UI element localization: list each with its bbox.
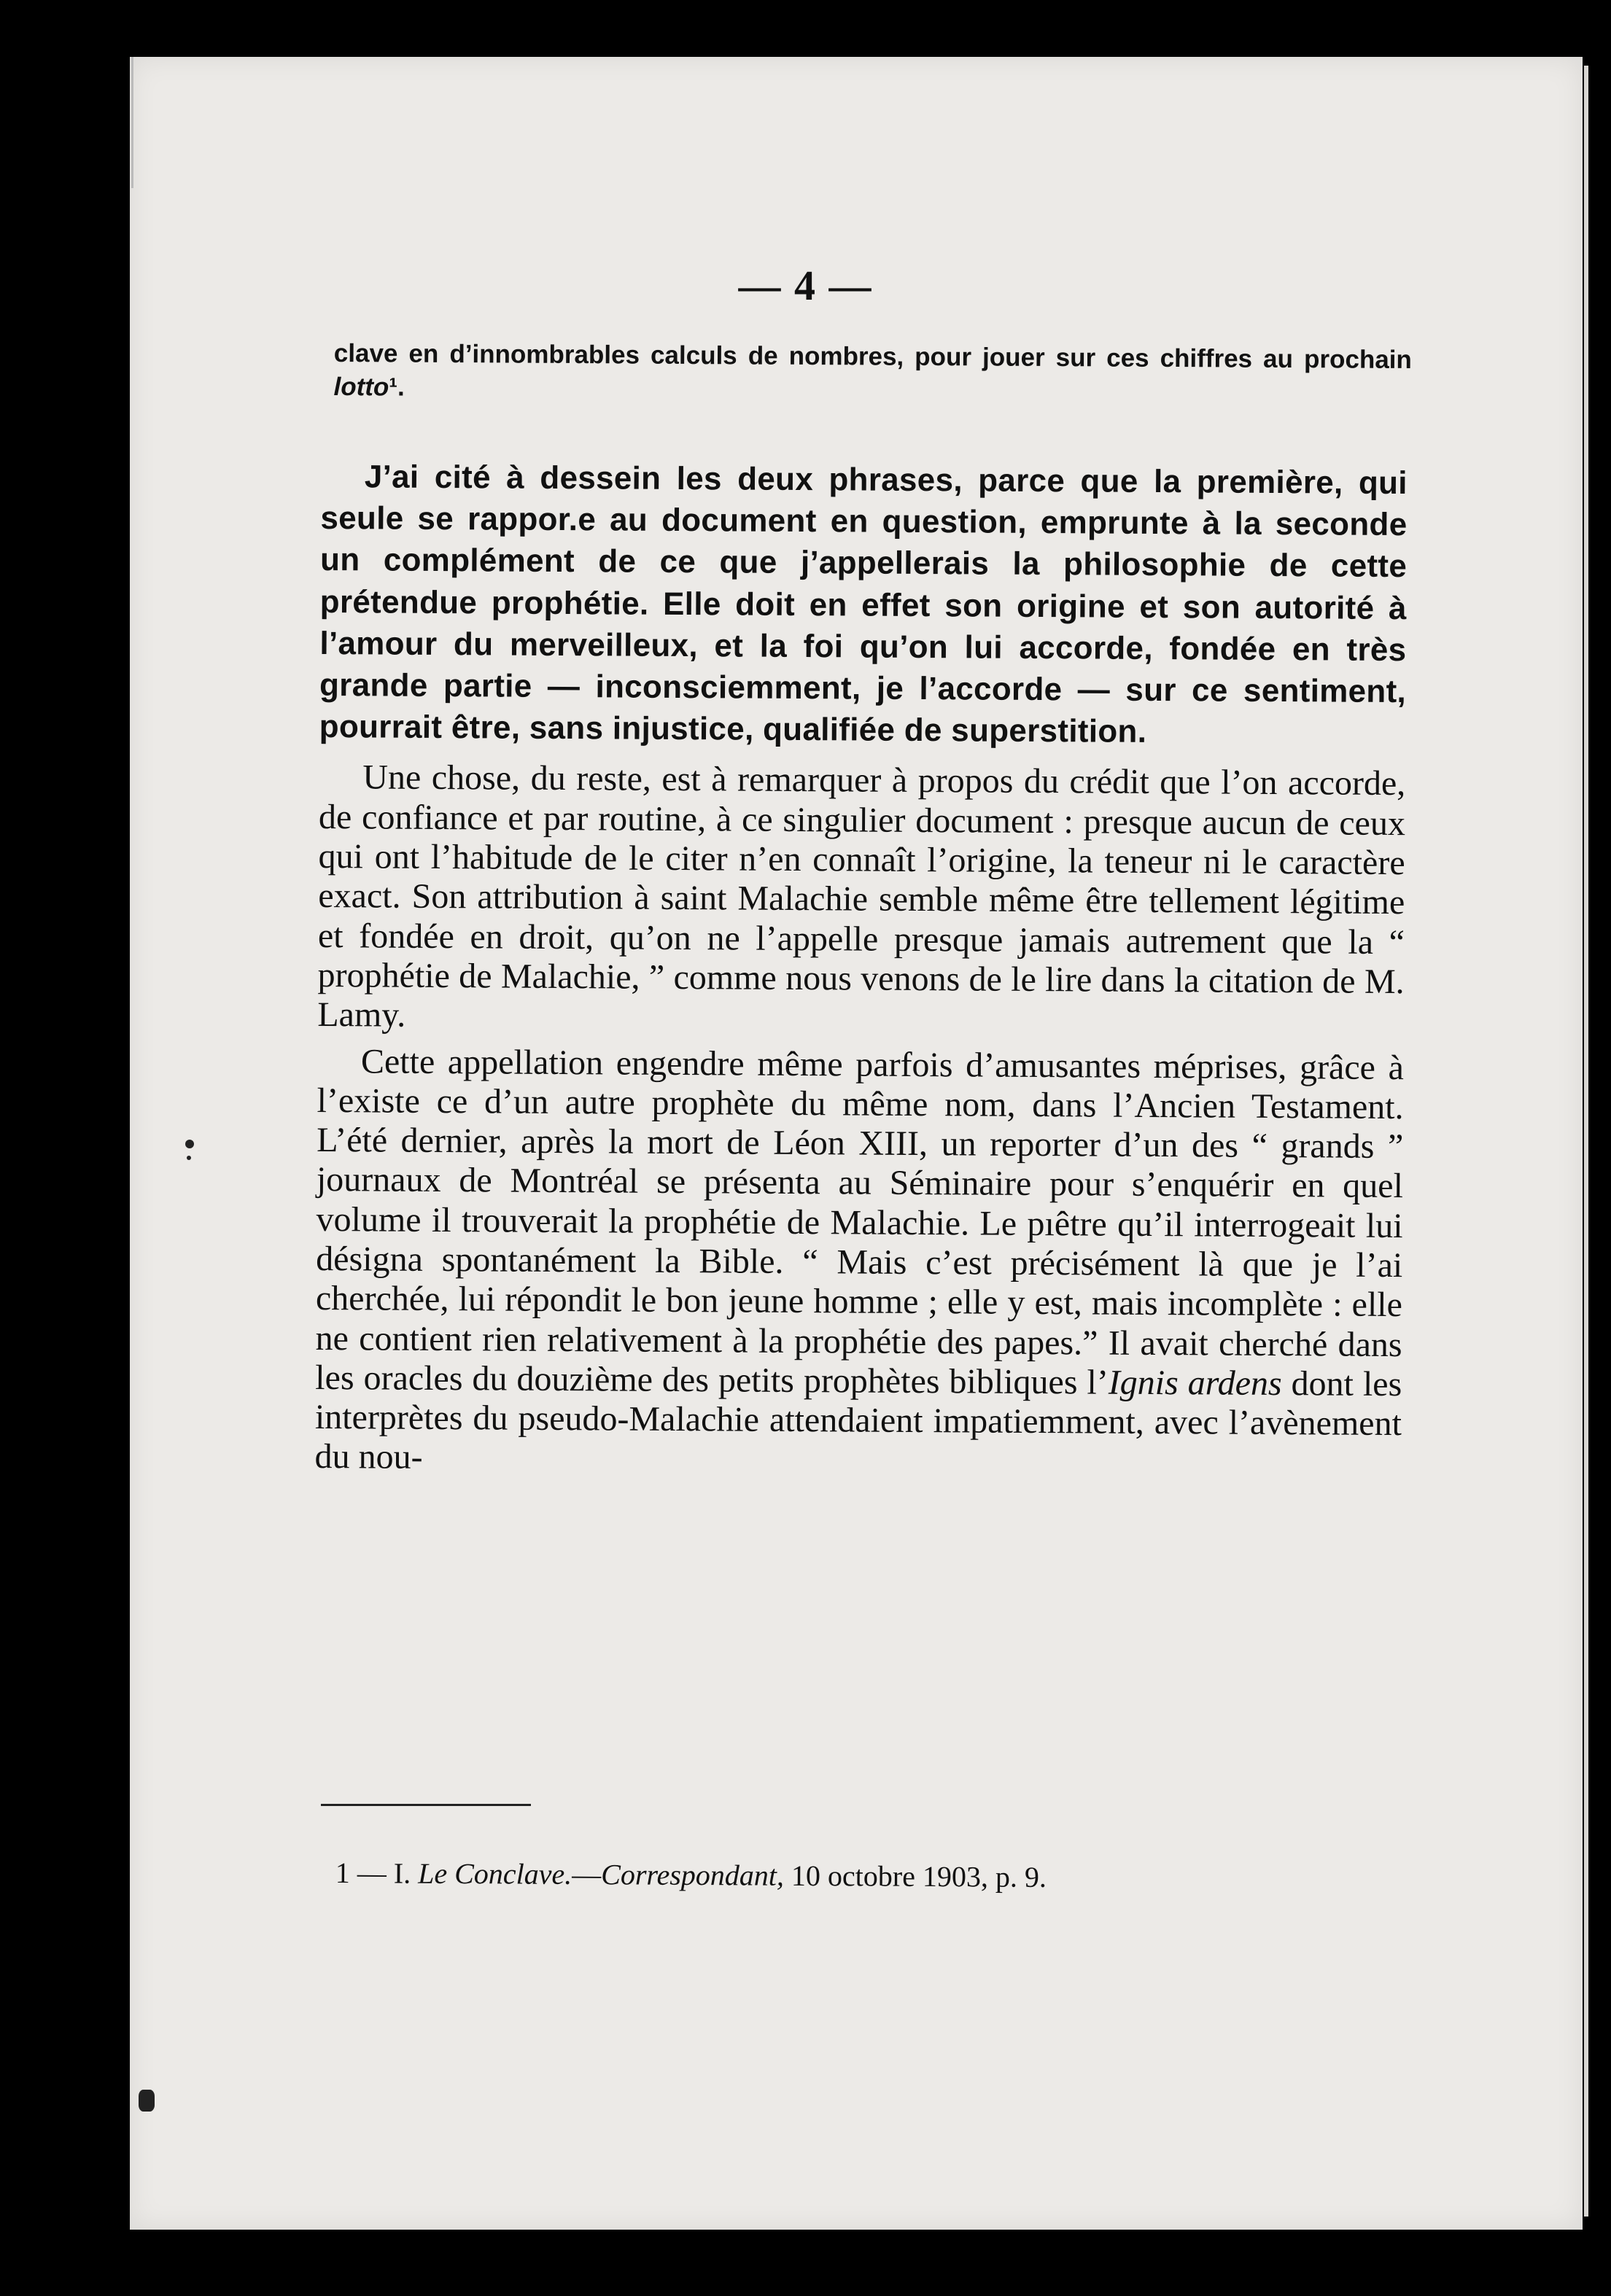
paragraph-2: Une chose, du reste, est à remarquer à propos du crédit que l’on accorde, de confiance et par routine, à ce singulier document : presque aucun de ceux qui ont l’habitude de le citer n’en connaît l’origine, la teneur ni le caractère exact. Son attribution à saint Malachie semble même être tellement légitime et fondée en droit, qu’on ne l’appelle presque jamais autrement que la “ prophétie de Malachie, ” comme nous venons de le lire dans la citation de M. Lamy. xyxy=(317,758,1406,1035)
ink-speck xyxy=(187,1156,191,1160)
carry-over-line2-pre: prochain xyxy=(1303,345,1412,375)
paragraph-1: J’ai cité à dessein les deux phrases, parce que la première, qui seule se rappor.e au document en question, emprunte à la seconde un complément de ce que j’appellerais la philosophie de cette prétendue prophétie. Elle doit en effet son origine et son autorité à l’amour du merveilleux, et la foi qu’on lui accorde, fondée en très grande partie — inconsciemment, je l’accorde — sur ce sentiment, pourrait être, sans injustice, qualifiée de superstition. xyxy=(319,459,1408,750)
paragraph-3-italic: Ignis ardens xyxy=(1108,1363,1282,1403)
page-margin-line xyxy=(131,57,133,188)
carry-over-italic: lotto xyxy=(333,372,389,402)
page-number: — 4 — xyxy=(738,262,873,309)
body-text xyxy=(314,456,1408,1490)
carry-over-footnote-ref: ¹. xyxy=(389,373,405,402)
paragraph-3-tail: dont les interprètes du pseudo-Malachie attendaient impatiemment, avec l’avènement du nou- xyxy=(314,1363,1402,1477)
paragraph-3-text: Cette appellation engendre même parfois d’amusantes méprises, grâce à l’existe ce d’un autre prophète du même nom, dans l’Ancien Testament. L’été dernier, après la mort de Léon XIII, un reporter d’un des “ grands ” journaux de Montréal se présenta au Séminaire pour s’enquérir en quel volume il trouverait la prophétie de Malachie. Le pıêtre qu’il interrogeait lui désigna spontanément la Bible. “ Mais c’est précisément là que je l’ai cherchée, lui répondit le bon jeune homme ; elle y est, mais incomplète : elle ne contient rien relativement à la prophétie des papes.” Il avait cherché dans les oracles du douzième des petits prophètes bibliques l’ xyxy=(315,1041,1405,1402)
footnote xyxy=(335,1856,1047,1894)
ink-speck xyxy=(139,2090,155,2112)
carry-over-line1: clave en d’innombrables calculs de nombres, pour jouer sur ces chiffres au xyxy=(333,338,1294,374)
footnote-marker: 1 — I. xyxy=(335,1856,411,1890)
footnote-rest: 10 octobre 1903, p. 9. xyxy=(783,1859,1047,1894)
paragraph-3 xyxy=(314,1041,1404,1483)
footnote-dash: — xyxy=(572,1857,602,1891)
footnote-title: Le Conclave. xyxy=(418,1856,572,1891)
footnote-rule xyxy=(321,1804,531,1806)
page-edge xyxy=(1584,66,1588,2217)
carry-over-text xyxy=(333,337,1412,410)
ink-speck xyxy=(185,1140,194,1148)
footnote-source: Correspondant, xyxy=(601,1858,785,1892)
